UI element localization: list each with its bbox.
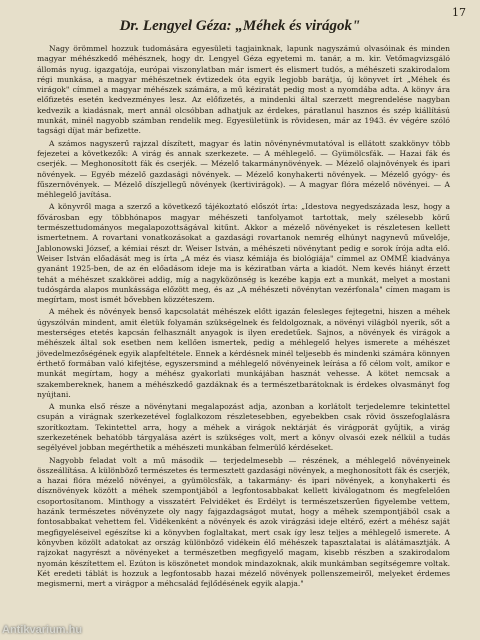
paragraph: Nagy örömmel hozzuk tudomására egyesületi tagjainknak, lapunk nagyszámú olvasóinak és minden magyar méhészkedő méhésznek, hogy dr. Lengyel Géza egyetemi m. tanár, a m. kir. Vetőmagvizsgáló állomás nyug. igazgatója, európai viszonylatban már ismert és elismert tudós, a méhészeti szakirodalom régi munkása, a magyar méhészetnek évtizedek óta egyik legjobb barátja, új könyvet írt „Méhek és virágok" címmel a magyar méhészek számára, a mű kéziratát pedig most a nyomdába adta. A könyv ára előfizetés esetén kedvezményes lesz. Az előfizetés, a mindenki által szerzett megrendelése nagyban kedvezik a kiadásnak, mert annál olcsóbban adhatjuk az érdekes, páratlanul hasznos és szép kiállítású munkát, minél nagyobb számban rendelik meg. Egyesületünk is rövidesen, már az 1943. év végére szóló tagsági díjat már befizette.: [37, 44, 450, 136]
paragraph: Nagyobb feladat volt a mű második — terjedelmesebb — részének, a méhlegelő növényeinek összeállítása. A különböző természetes és termesztett gazdasági növények, a meghonosított fák és cserjék, a hazai flóra mézelő növényei, a gyümölcsfák, a takarmány- és ipari növények, a konyhakerti és dísznövények között a méhek szempontjából a legfontosabbakat kellett kiválogatnom és megfelelően csoportosítanom. Minthogy a visszatért Felvidéket és Erdélyt is természetszerűen figyelembe vettem, hazánk természetes növényzete oly nagy fajgazdagságot mutat, hogy a méhek szempontjából csak a fontosabbakat vehettem fel. Vidékenként a növények és azok virágzási ideje eltérő, ezért a méhész saját megfigyeléseivel egészítse ki a könyvben foglaltakat, mert csak így lesz teljes a méhlegelő ismerete. A könyvben közölt adatokat az ország különböző vidékein élő méhészek tapasztalatai is alátámasztják. A rajzokat nagyrészt a növényeket a természetben megfigyelő magam, kisebb részben a szakirodalom nyomán készítettem el. Ezúton is köszönetet mondok mindazoknak, akik munkámban segítségemre voltak. Két eredeti táblát is hozzuk a legfontosabb hazai mézelő növények pollenszemeiről, melyeket érdemes megismerni, mert a virágpor a méhcsalád fejlődésének egyik alapja.": [37, 455, 450, 589]
paragraph: A könyvről maga a szerző a következő tájékoztató előszót írta: „Idestova negyedszázada lesz, hogy a fővárosban egy többhónapos magyar méhészeti tanfolyamot tartottak, mely szélesebb körű természettudományos megalapozottságával kitűnt. Akkor a mézelő növényeket is részletesen kellett ismertetnem. A rovartani vonatkozásokat a gazdasági rovartanok nemrég elhúnyt nagynevű művelője, Jablonowski József, a kémiai részt dr. Weiser István, a méhészeti növénytant pedig e sorok írója adta elő. Weiser István előadását meg is írta „A méz és viasz kémiája és biológiája" címmel az OMMÉ kiadványa gyanánt 1925-ben, de az én előadásom ideje ma is kéziratban várta a kiadót. Nem kevés hiányt érzett tehát a méhészet szakkörei addig, míg a nagyközönség is kezébe kapja ezt a munkát, melyet a mostani tudósgárda alapos munkássága előzött meg, és az „A méhészeti növénytan vezérfonala" címen magam is megírtam, most ismét bővebben közzéteszem.: [37, 202, 450, 305]
paragraph: A méhek és növények benső kapcsolatát méhészek előtt igazán felesleges fejtegetni, hiszen a méhek úgyszólván mindent, amit életük folyamán szükségelnek és feldolgoznak, a növényi világból nyerik, sőt a mesterséges etetés kapcsán felhasznált anyagok is ilyen eredetűek. Sajnos, a növények és virágok a méhészek által sok esetben nem kellően ismertek, pedig a méhlegelő helyes ismerete a méhészet jövedelmezőségének egyik alapfeltétele. Ennek a kérdésnek minél teljesebb és mindenki számára könnyen érthető formában való kifejtése, egyszersmind a méhlegelő növényeinek leírása a fő célom volt, amikor e munkát megírtam, hogy a méhész gyakorlati munkájában hasznát vehesse. A kötet nemcsak a szakembereknek, hanem a méhészkedő gazdáknak és a természetbarátoknak is érdekes olvasmányt fog nyújtani.: [37, 307, 450, 399]
article-body: [37, 44, 450, 589]
article-title: Dr. Lengyel Géza: „Méhek és virágok": [119, 18, 361, 34]
page-number: 17: [452, 6, 466, 19]
paragraph: A számos nagyszerű rajzzal díszített, magyar és latin növénynévmutatóval is ellátott szakkönyv több fejezetei a következők: A virág és annak szerkezete. — A méhlegelő. — Gyümölcsfák. — Hazai fák és cserjék. — Meghonosított fák és cserjék. — Mézelő takarmánynövények. — Mézelő olajnövények és ipari növények. — Egyéb mézelő gazdasági növények. — Mézelő konyhakerti növények. — Mézelő gyógy- és fűszernövények. — Mézelő díszjellegű növények (kertivirágok). — A magyar flóra mézelő növényei. — A méhlegelő javítása.: [37, 138, 450, 200]
paragraph: A munka első része a növénytani megalapozást adja, azonban a korlátolt terjedelemre tekintettel csupán a virágnak szerkezetével foglalkozom részletesebben, egyebekben csak rövid összefoglalásra szorítkoztam. Tekintettel arra, hogy a méhek a virágok nektárját és virágporát gyűjtik, a virág szerkezetének behatóbb tárgyalása azért is szükséges volt, mert a könyv olvasói ezek nélkül a tudás segélyével jobban megérthetik a méhészeti munkában felmerülő kérdéseket.: [37, 402, 450, 453]
watermark-text: Antikvarium.hu: [2, 624, 83, 636]
